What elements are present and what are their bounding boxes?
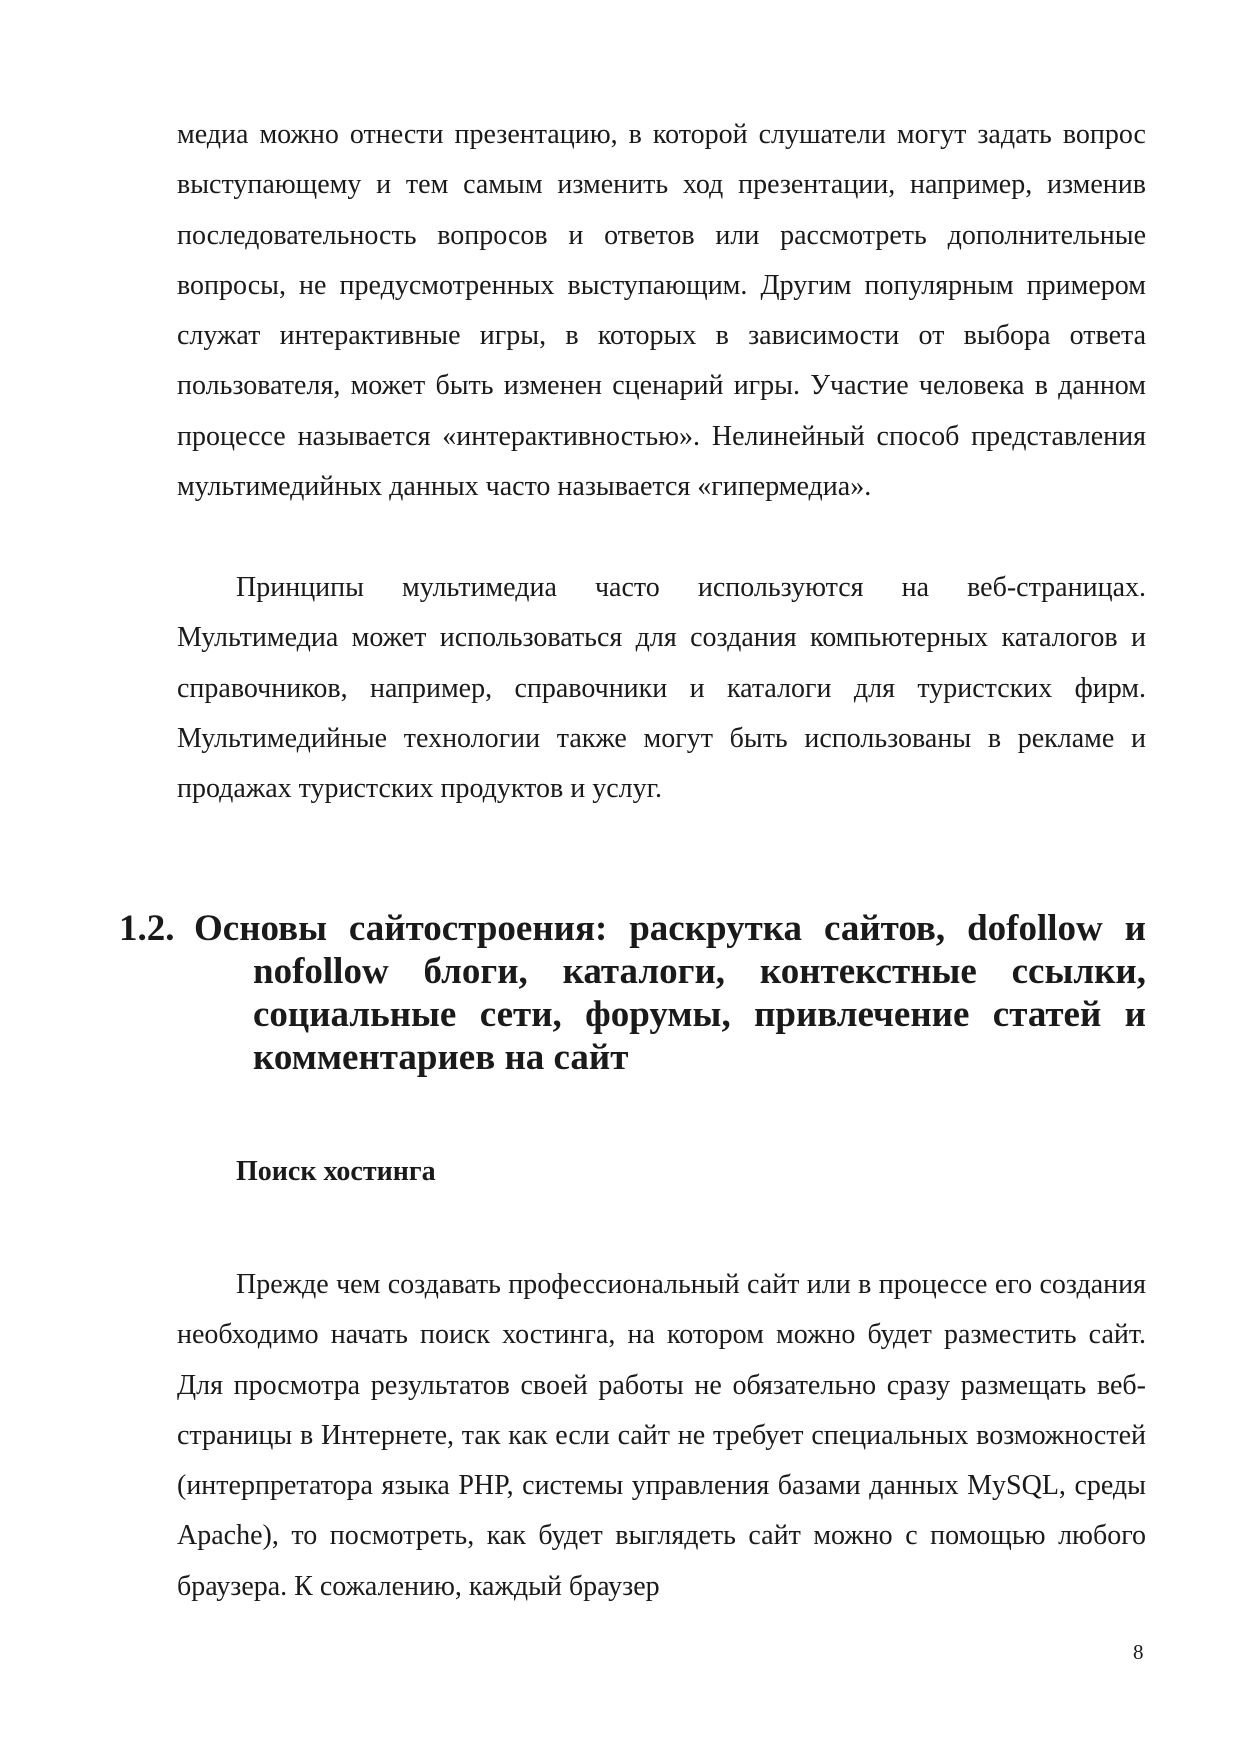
subheading: Поиск хостинга: [236, 1156, 436, 1187]
body-paragraph-2: Принципы мультимедиа часто используются на веб-страницах. Мультимедиа может использоваться для создания компьютерных каталогов и справочников, например, справочники и каталоги для туристских фирм. Мультимедийные технологии также могут быть использованы в рекламе и продажах туристских продуктов и услуг.: [177, 572, 1146, 805]
section-title: Основы сайтостроения: раскрутка сайтов, dofollow и nofollow блоги, каталоги, контекстные ссылки, социальные сети, форумы, привлечение статей и комментариев на сайт: [194, 908, 1146, 1078]
section-heading: [119, 907, 1146, 1079]
page-number: 8: [1133, 1640, 1144, 1664]
body-paragraph-1: медиа можно отнести презентацию, в которой слушатели могут задать вопрос выступающему и тем самым изменить ход презентации, например, изменив последовательность вопросов и ответов или рассмотреть дополнительные вопросы, не предусмотренных выступающим. Другим популярным примером служат интерактивные игры, в которых в зависимости от выбора ответа пользователя, может быть изменен сценарий игры. Участие человека в данном процессе называется «интерактивностью». Нелинейный способ представления мультимедийных данных часто называется «гипермедиа».: [177, 119, 1146, 503]
section-number: 1.2.: [119, 908, 175, 949]
body-paragraph-3: Прежде чем создавать профессиональный сайт или в процессе его создания необходимо начать поиск хостинга, на котором можно будет разместить сайт. Для просмотра результатов своей работы не обязательно сразу размещать веб-страницы в Интернете, так как если сайт не требует специальных возможностей (интерпретатора языка PHP, системы управления базами данных MySQL, среды Apache), то посмотреть, как будет выглядеть сайт можно с помощью любого браузера. К сожалению, каждый браузер: [177, 1269, 1146, 1602]
